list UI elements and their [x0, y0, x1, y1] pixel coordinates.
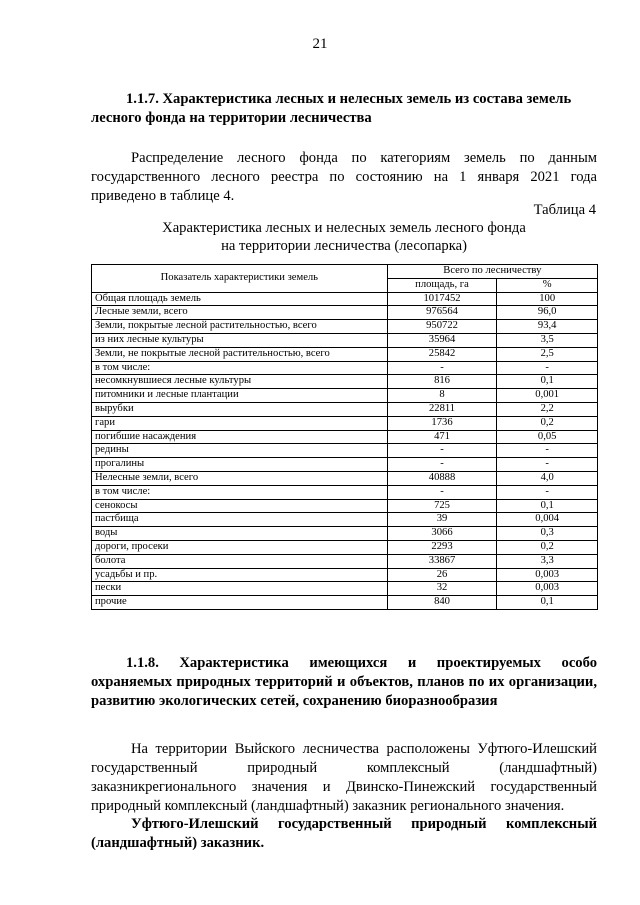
section-heading-1-1-7: 1.1.7. Характеристика лесных и нелесных земель из состава земель лесного фонда на территории лесничества	[91, 91, 572, 126]
row-name-cell: прочие	[92, 596, 388, 610]
row-name-cell: Лесные земли, всего	[92, 306, 388, 320]
row-percent-cell: 3,3	[497, 554, 598, 568]
row-name-cell: дороги, просеки	[92, 540, 388, 554]
table-row	[92, 389, 598, 403]
row-area-cell: 1736	[387, 416, 497, 430]
row-area-cell: -	[387, 361, 497, 375]
row-name-cell: прогалины	[92, 458, 388, 472]
row-area-cell: 33867	[387, 554, 497, 568]
row-area-cell: 39	[387, 513, 497, 527]
row-area-cell: 976564	[387, 306, 497, 320]
table-caption	[91, 219, 597, 255]
row-percent-cell: 2,5	[497, 347, 598, 361]
table-row	[92, 596, 598, 610]
row-area-cell: -	[387, 444, 497, 458]
row-area-cell: 725	[387, 499, 497, 513]
table-row	[92, 333, 598, 347]
row-percent-cell: 0,1	[497, 596, 598, 610]
header-indicator: Показатель характеристики земель	[92, 265, 388, 293]
row-percent-cell: 0,05	[497, 430, 598, 444]
row-name-cell: сенокосы	[92, 499, 388, 513]
table-row	[92, 347, 598, 361]
row-percent-cell: 93,4	[497, 320, 598, 334]
row-percent-cell: 0,2	[497, 540, 598, 554]
row-area-cell: -	[387, 458, 497, 472]
row-area-cell: -	[387, 485, 497, 499]
row-area-cell: 471	[387, 430, 497, 444]
row-percent-cell: 0,2	[497, 416, 598, 430]
row-percent-cell: -	[497, 361, 598, 375]
row-area-cell: 816	[387, 375, 497, 389]
row-name-cell: Общая площадь земель	[92, 292, 388, 306]
row-percent-cell: 96,0	[497, 306, 598, 320]
row-percent-cell: 0,1	[497, 375, 598, 389]
table-row	[92, 540, 598, 554]
table-row	[92, 471, 598, 485]
header-total: Всего по лесничеству	[387, 265, 597, 279]
row-area-cell: 8	[387, 389, 497, 403]
row-name-cell: вырубки	[92, 402, 388, 416]
row-name-cell: воды	[92, 527, 388, 541]
row-name-cell: редины	[92, 444, 388, 458]
table-body	[92, 292, 598, 609]
table-row	[92, 375, 598, 389]
row-percent-cell: 0,003	[497, 582, 598, 596]
reserve-subheading: Уфтюго-Илешский государственный природный комплексный (ландшафтный) заказник.	[91, 816, 597, 851]
intro-paragraph: Распределение лесного фонда по категориям земель по данным государственного лесного реестра по состоянию на 1 января 2021 года приведено в таблице 4.	[91, 150, 597, 204]
row-name-cell: из них лесные культуры	[92, 333, 388, 347]
table-label: Таблица 4	[533, 202, 596, 218]
row-area-cell: 22811	[387, 402, 497, 416]
section-heading-1-1-8: 1.1.8. Характеристика имеющихся и проектируемых особо охраняемых природных территорий и объектов, планов по их организации, развитию экологических сетей, сохранению биоразнообразия	[91, 655, 597, 709]
table-row	[92, 582, 598, 596]
row-area-cell: 32	[387, 582, 497, 596]
reserves-paragraph: На территории Выйского лесничества расположены Уфтюго-Илешский государственный природный комплексный (ландшафтный) заказникрегионального значения и Двинско-Пинежский государственный природный комплексный (ландшафтный) заказник регионального значения.	[91, 741, 597, 814]
row-name-cell: Земли, не покрытые лесной растительностью, всего	[92, 347, 388, 361]
row-name-cell: пески	[92, 582, 388, 596]
row-name-cell: усадьбы и пр.	[92, 568, 388, 582]
table-row	[92, 402, 598, 416]
table-row	[92, 416, 598, 430]
table-row	[92, 320, 598, 334]
table-row	[92, 292, 598, 306]
row-percent-cell: 4,0	[497, 471, 598, 485]
row-area-cell: 25842	[387, 347, 497, 361]
row-percent-cell: -	[497, 485, 598, 499]
row-name-cell: погибшие насаждения	[92, 430, 388, 444]
table-row	[92, 485, 598, 499]
table-caption-line-1: Характеристика лесных и нелесных земель лесного фонда	[162, 220, 526, 236]
row-name-cell: в том числе:	[92, 361, 388, 375]
table-row	[92, 444, 598, 458]
table-row	[92, 458, 598, 472]
header-area: площадь, га	[387, 278, 497, 292]
table-row	[92, 554, 598, 568]
row-percent-cell: 0,3	[497, 527, 598, 541]
row-percent-cell: 0,003	[497, 568, 598, 582]
row-percent-cell: 0,1	[497, 499, 598, 513]
row-percent-cell: 0,001	[497, 389, 598, 403]
row-area-cell: 1017452	[387, 292, 497, 306]
row-name-cell: болота	[92, 554, 388, 568]
row-area-cell: 35964	[387, 333, 497, 347]
header-percent: %	[497, 278, 598, 292]
table-row	[92, 361, 598, 375]
row-area-cell: 950722	[387, 320, 497, 334]
table-row	[92, 430, 598, 444]
row-percent-cell: 100	[497, 292, 598, 306]
row-percent-cell: 3,5	[497, 333, 598, 347]
table-row	[92, 513, 598, 527]
table-row	[92, 568, 598, 582]
row-area-cell: 3066	[387, 527, 497, 541]
table-row	[92, 306, 598, 320]
row-name-cell: несомкнувшиеся лесные культуры	[92, 375, 388, 389]
row-area-cell: 26	[387, 568, 497, 582]
row-name-cell: Нелесные земли, всего	[92, 471, 388, 485]
row-percent-cell: -	[497, 444, 598, 458]
row-name-cell: питомники и лесные плантации	[92, 389, 388, 403]
row-percent-cell: 0,004	[497, 513, 598, 527]
land-characteristics-table	[91, 264, 598, 610]
table-row	[92, 499, 598, 513]
page-number: 21	[312, 36, 328, 52]
row-area-cell: 840	[387, 596, 497, 610]
row-area-cell: 40888	[387, 471, 497, 485]
row-name-cell: пастбища	[92, 513, 388, 527]
row-percent-cell: -	[497, 458, 598, 472]
row-area-cell: 2293	[387, 540, 497, 554]
table-caption-line-2: на территории лесничества (лесопарка)	[221, 238, 467, 254]
table-row	[92, 527, 598, 541]
row-name-cell: Земли, покрытые лесной растительностью, всего	[92, 320, 388, 334]
row-percent-cell: 2,2	[497, 402, 598, 416]
row-name-cell: в том числе:	[92, 485, 388, 499]
row-name-cell: гари	[92, 416, 388, 430]
